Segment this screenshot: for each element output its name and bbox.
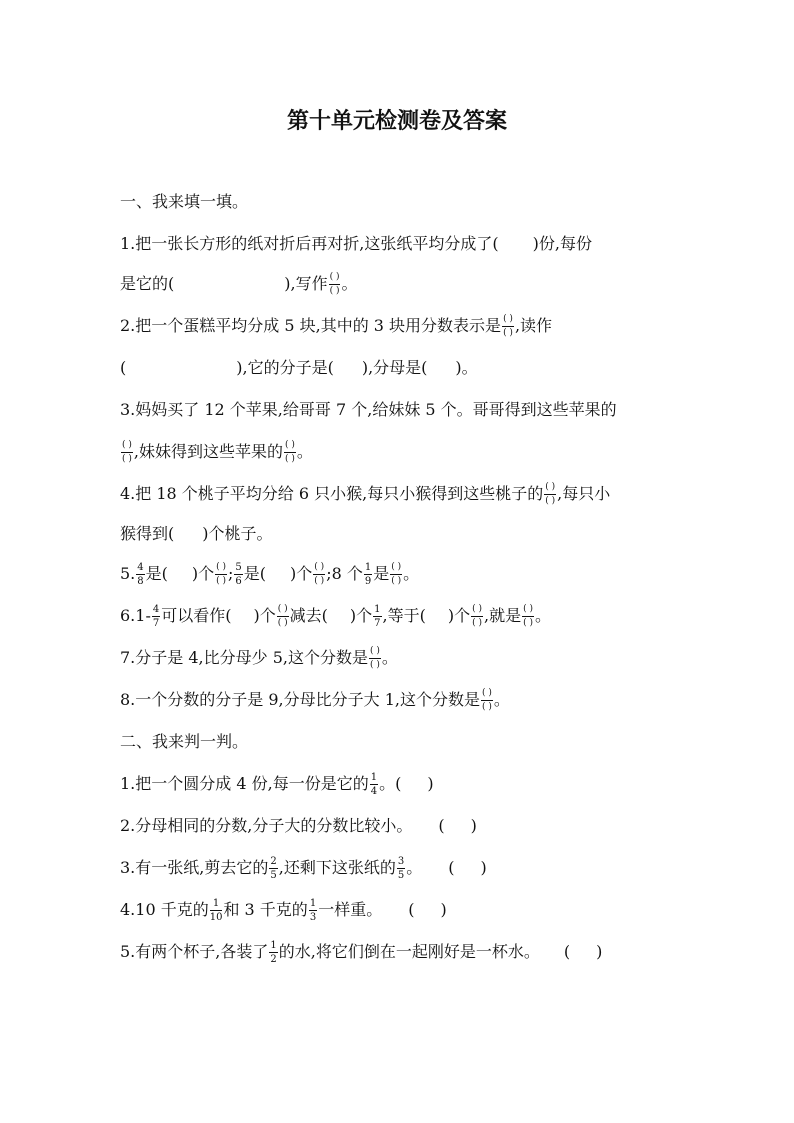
- s2-q3: 3.有一张纸,剪去它的 $\frac{2}{5}$ ,还剩下这张纸的 $\frac{3}{5}$ 。 ( ): [120, 856, 487, 881]
- answer-fraction-blank[interactable]: $\frac{( )}{( )}$: [369, 646, 380, 670]
- fraction: $\frac{2}{5}$: [270, 856, 277, 881]
- answer-fraction-blank[interactable]: $\frac{( )}{( )}$: [545, 482, 556, 506]
- s1-q8: 8.一个分数的分子是 9,分母比分子大 1,这个分数是 $\frac{( )}{( )}$ 。: [120, 688, 510, 712]
- s1-q1-line1: 1.把一张长方形的纸对折后再对折,这张纸平均分成了( )份,每份: [120, 234, 592, 253]
- answer-fraction-blank[interactable]: $\frac{( )}{( )}$: [277, 604, 288, 628]
- answer-fraction-blank[interactable]: $\frac{( )}{( )}$: [523, 604, 533, 628]
- s1-q4-line1: 4.把 18 个桃子平均分给 6 只小猴,每只小猴得到这些桃子的 $\frac{( )}{( )}$ ,每只小: [120, 482, 611, 506]
- s1-q6: 6.1- $\frac{4}{7}$ 可以看作( )个 $\frac{( )}{( )}$ 减去( )个 $\frac{1}{7}$ ,等于( )个 $\frac{( )}{( )}$ ,就是 $\frac{( )}{( )}$ 。: [120, 604, 551, 629]
- fraction: $\frac{1}{3}$: [309, 898, 317, 923]
- answer-fraction-blank[interactable]: $\frac{( )}{( )}$: [503, 314, 513, 338]
- fraction: $\frac{1}{4}$: [370, 772, 378, 797]
- s1-q4-line2: 猴得到( )个桃子。: [120, 524, 273, 543]
- s2-q5: 5.有两个杯子,各装了 $\frac{1}{2}$ 的水,将它们倒在一起刚好是一杯水。 ( ): [120, 940, 603, 965]
- s1-q2-line1: 2.把一个蛋糕平均分成 5 块,其中的 3 块用分数表示是 $\frac{( )}{( )}$ ,读作: [120, 314, 553, 338]
- answer-fraction-blank[interactable]: $\frac{( )}{( )}$: [481, 688, 492, 712]
- s1-q1-line2: 是它的( ),写作 $\frac{( )}{( )}$ 。: [120, 272, 358, 296]
- fraction: $\frac{1}{10}$: [209, 898, 223, 923]
- s1-q3-line1: 3.妈妈买了 12 个苹果,给哥哥 7 个,给妹妹 5 个。哥哥得到这些苹果的: [120, 400, 617, 419]
- fraction: $\frac{1}{9}$: [364, 562, 372, 587]
- s2-q4: 4.10 千克的 $\frac{1}{10}$ 和 3 千克的 $\frac{1}{3}$ 一样重。 ( ): [120, 898, 447, 923]
- fraction: $\frac{3}{5}$: [397, 856, 405, 881]
- fraction: $\frac{4}{7}$: [152, 604, 160, 629]
- answer-fraction-blank[interactable]: $\frac{( )}{( )}$: [472, 604, 482, 628]
- answer-fraction-blank[interactable]: $\frac{( )}{( )}$: [314, 562, 325, 586]
- fraction: $\frac{4}{8}$: [137, 562, 144, 587]
- s1-q2-line2: ( ),它的分子是( ),分母是( )。: [120, 358, 478, 377]
- answer-fraction-blank[interactable]: $\frac{( )}{( )}$: [216, 562, 227, 586]
- section1-heading: 一、我来填一填。: [120, 192, 249, 211]
- answer-fraction-blank[interactable]: $\frac{( )}{( )}$: [284, 440, 295, 464]
- fraction: $\frac{5}{6}$: [235, 562, 242, 587]
- answer-fraction-blank[interactable]: $\frac{( )}{( )}$: [391, 562, 402, 586]
- answer-fraction-blank[interactable]: $\frac{( )}{( )}$: [329, 272, 340, 296]
- s1-q7: 7.分子是 4,比分母少 5,这个分数是 $\frac{( )}{( )}$ 。: [120, 646, 398, 670]
- s2-q1: 1.把一个圆分成 4 份,每一份是它的 $\frac{1}{4}$ 。( ): [120, 772, 434, 797]
- answer-fraction-blank[interactable]: $\frac{( )}{( )}$: [122, 440, 132, 464]
- section2-heading: 二、我来判一判。: [120, 732, 249, 751]
- fraction: $\frac{1}{2}$: [270, 940, 277, 965]
- page-title: 第十单元检测卷及答案: [286, 109, 507, 134]
- s1-q5: 5. $\frac{4}{8}$ 是( )个 $\frac{( )}{( )}$ ; $\frac{5}{6}$ 是( )个 $\frac{( )}{( )}$ ;8 个 $\frac{1}{9}$ 是 $\frac{( )}{( )}$ 。: [120, 562, 420, 587]
- s1-q3-line2: $\frac{( )}{( )}$ ,妹妹得到这些苹果的 $\frac{( )}{( )}$ 。: [122, 440, 313, 464]
- fraction: $\frac{1}{7}$: [374, 604, 381, 629]
- s2-q2: 2.分母相同的分数,分子大的分数比较小。 ( ): [120, 816, 477, 835]
